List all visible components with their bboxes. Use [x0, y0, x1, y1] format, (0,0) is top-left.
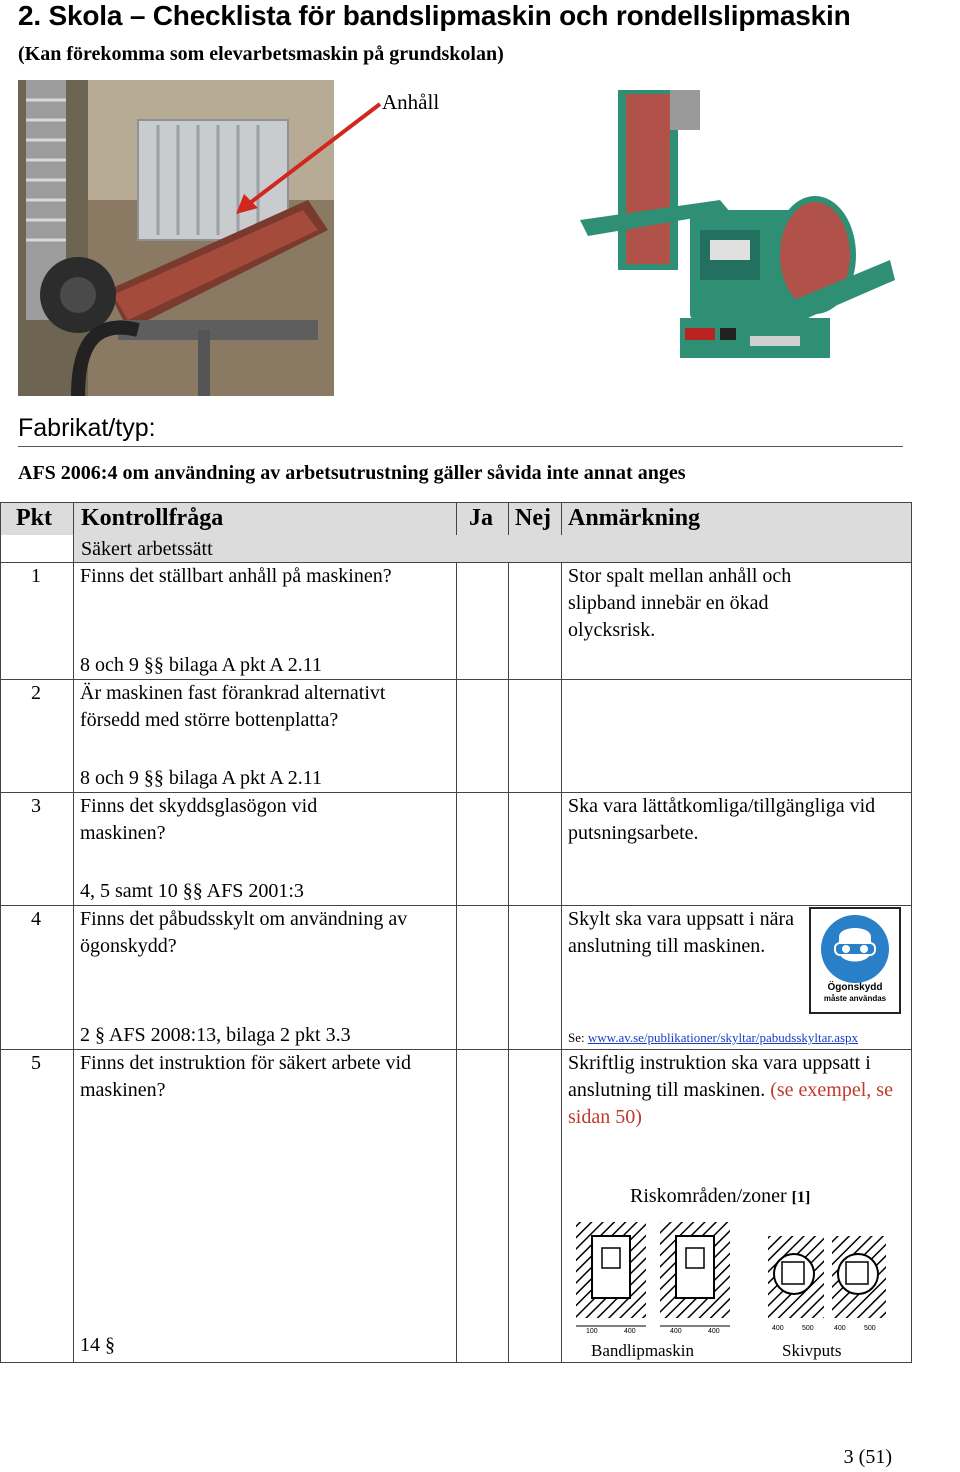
sign-caption — [809, 982, 901, 1004]
row-5-reference: 14 § — [80, 1334, 115, 1356]
row-4-number: 4 — [31, 908, 41, 930]
row-1-yes-cell[interactable] — [457, 563, 508, 679]
risk-zones-ref: [1] — [791, 1189, 811, 1206]
row-5-yes-cell[interactable] — [457, 1050, 508, 1362]
row-3-reference: 4, 5 samt 10 §§ AFS 2001:3 — [80, 880, 304, 902]
svg-text:400: 400 — [624, 1328, 636, 1335]
table-col-divider — [456, 502, 457, 535]
svg-text:400: 400 — [772, 1325, 784, 1332]
svg-text:100: 100 — [586, 1328, 598, 1335]
row-2-number: 2 — [31, 682, 41, 704]
belt-sander-zone-diagram-2 — [660, 1222, 730, 1335]
row-4-link-line — [568, 1030, 858, 1046]
manufacturer-type-label: Fabrikat/typ: — [18, 414, 156, 442]
row-3-question: Finns det skyddsglasögon vid maskinen? — [80, 795, 318, 844]
caption-belt-sander: Bandlipmaskin — [591, 1341, 694, 1360]
section-title: Säkert arbetssätt — [81, 538, 213, 560]
row-4-remark: Skylt ska vara uppsatt i nära anslutning till maskinen. — [568, 908, 795, 957]
svg-text:500: 500 — [802, 1325, 814, 1332]
row-5-remark-text: Skriftlig instruktion ska vara uppsatt i anslutning till maskinen. — [568, 1052, 871, 1101]
disc-sander-zone-diagram-2 — [832, 1236, 886, 1332]
svg-text:500: 500 — [864, 1325, 876, 1332]
header-question: Kontrollfråga — [81, 505, 224, 531]
afs-regulation-note: AFS 2006:4 om användning av arbetsutrustning gäller såvida inte annat anges — [18, 462, 686, 484]
callout-label: Anhåll — [382, 90, 440, 114]
row-3-yes-cell[interactable] — [457, 793, 508, 905]
svg-text:400: 400 — [834, 1325, 846, 1332]
page-heading: 2. Skola – Checklista för bandslipmaskin och rondellslipmaskin — [18, 0, 851, 31]
row-4-link-prefix: Se: — [568, 1030, 588, 1045]
table-col-divider — [73, 502, 74, 1363]
row-5-number: 5 — [31, 1052, 41, 1074]
table-col-divider — [561, 502, 562, 535]
risk-zone-diagrams — [572, 1218, 890, 1336]
sign-caption-line2: måste användas — [823, 994, 887, 1003]
risk-zones-title — [630, 1185, 810, 1208]
row-2-reference: 8 och 9 §§ bilaga A pkt A 2.11 — [80, 767, 323, 789]
row-1-question: Finns det ställbart anhåll på maskinen? — [80, 565, 392, 587]
row-5-remark-red[interactable]: (se exempel, se sidan 50) — [568, 1079, 893, 1128]
page-number: 3 (51) — [843, 1446, 892, 1468]
table-col-divider — [508, 502, 509, 535]
row-5-question: Finns det instruktion för säkert arbete vid maskinen? — [80, 1052, 412, 1101]
row-4-yes-cell[interactable] — [457, 906, 508, 1049]
svg-text:400: 400 — [670, 1328, 682, 1335]
header-pkt: Pkt — [16, 505, 52, 531]
row-1-no-cell[interactable] — [509, 563, 561, 679]
row-3-number: 3 — [31, 795, 41, 817]
row-3-remark: Ska vara lättåtkomliga/tillgängliga vid putsningsarbete. — [568, 795, 876, 844]
table-border-right — [911, 502, 912, 1363]
callout-arrow-icon — [228, 98, 388, 218]
row-4-no-cell[interactable] — [509, 906, 561, 1049]
header-no: Nej — [515, 505, 551, 531]
row-1-remark: Stor spalt mellan anhåll och slipband innebär en ökad olycksrisk. — [568, 565, 792, 641]
caption-disc-sander: Skivputs — [782, 1341, 842, 1360]
header-yes: Ja — [469, 505, 493, 531]
row-2-no-cell[interactable] — [509, 680, 561, 792]
page-subheading: (Kan förekomma som elevarbetsmaskin på grundskolan) — [18, 43, 504, 65]
header-remark: Anmärkning — [568, 505, 701, 531]
disc-sander-zone-diagram-1 — [768, 1236, 824, 1332]
combination-sander-photo — [570, 80, 900, 380]
row-3-no-cell[interactable] — [509, 793, 561, 905]
belt-sander-zone-diagram-1 — [576, 1222, 646, 1335]
manufacturer-type-line — [18, 446, 903, 447]
sign-caption-line1: Ögonskydd — [827, 982, 883, 993]
row-1-number: 1 — [31, 565, 41, 587]
row-2-question: Är maskinen fast förankrad alternativt försedd med större bottenplatta? — [80, 682, 386, 731]
row-4-question: Finns det påbudsskylt om användning av ögonskydd? — [80, 908, 408, 957]
table-border-left — [0, 502, 1, 1363]
row-2-yes-cell[interactable] — [457, 680, 508, 792]
row-4-link[interactable]: www.av.se/publikationer/skyltar/pabudsskyltar.aspx — [587, 1030, 859, 1045]
row-5-no-cell[interactable] — [509, 1050, 561, 1362]
row-1-reference: 8 och 9 §§ bilaga A pkt A 2.11 — [80, 654, 323, 676]
svg-text:400: 400 — [708, 1328, 720, 1335]
row-4-reference: 2 § AFS 2008:13, bilaga 2 pkt 3.3 — [80, 1024, 351, 1046]
table-col-divider — [561, 562, 562, 1363]
row-5-remark — [568, 1050, 898, 1131]
risk-zones-title-text: Riskområden/zoner — [630, 1185, 787, 1207]
